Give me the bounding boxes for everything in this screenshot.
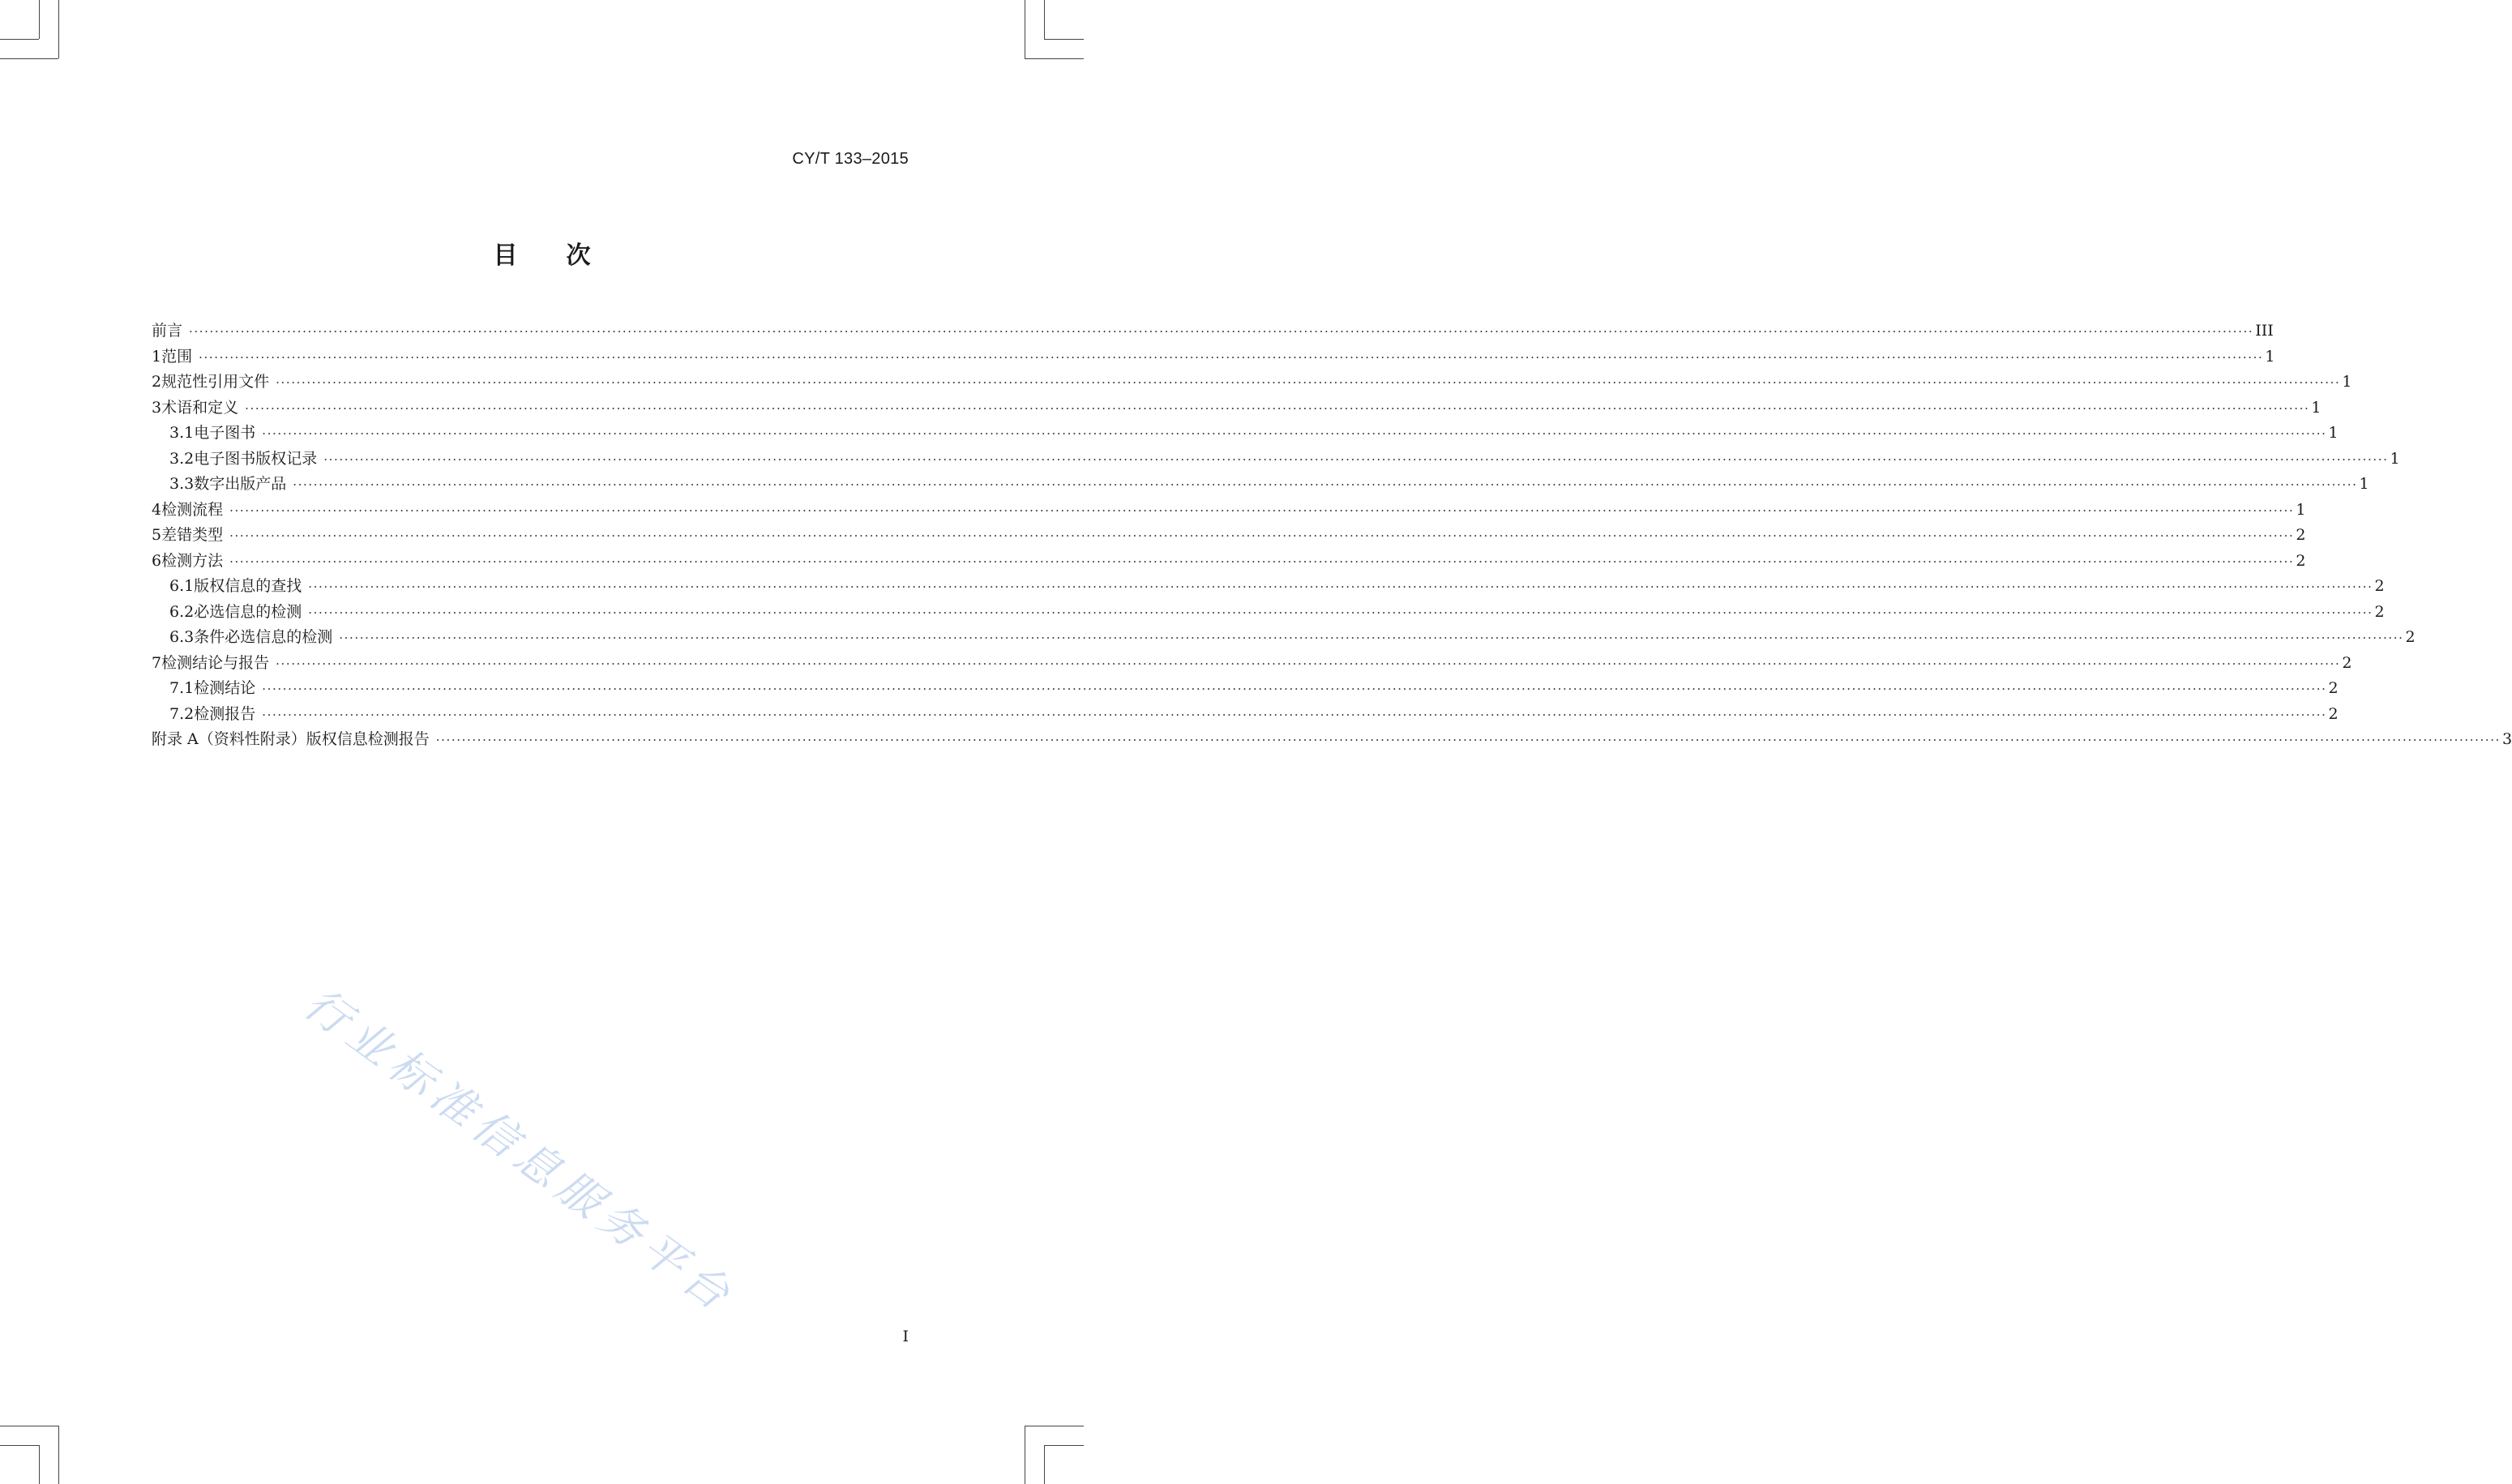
toc-entry-label: 差错类型 xyxy=(161,526,224,544)
toc-entry-page: 1 xyxy=(2328,424,2339,442)
toc-entry[interactable] xyxy=(152,574,2385,600)
toc-entry-page: 2 xyxy=(2328,704,2339,723)
toc-entry-number: 6.3 xyxy=(169,628,195,646)
crop-mark-bottom-left-h2 xyxy=(0,1445,39,1446)
toc-list xyxy=(152,319,2512,753)
toc-entry-page: 2 xyxy=(2328,679,2339,697)
toc-entry[interactable] xyxy=(152,472,2369,498)
toc-entry[interactable] xyxy=(152,523,2306,549)
toc-leader-dots: ················································································································································································································································································································································································································ xyxy=(262,707,2327,722)
toc-title-char-1: 目 xyxy=(493,242,518,270)
toc-entry-number: 6.2 xyxy=(169,602,195,621)
toc-entry-page: 2 xyxy=(2374,577,2385,595)
toc-entry-number: 2 xyxy=(152,373,162,391)
toc-entry-label: 规范性引用文件 xyxy=(161,373,270,391)
toc-entry[interactable] xyxy=(152,600,2385,626)
crop-mark-top-left-v xyxy=(58,0,59,58)
toc-entry-label: 检测流程 xyxy=(161,500,224,519)
toc-entry-page: 1 xyxy=(2390,449,2400,468)
toc-leader-dots: ················································································································································································································································································································································································································ xyxy=(229,503,2295,518)
toc-entry-number: 1 xyxy=(152,347,162,366)
toc-entry-label: 数字出版产品 xyxy=(194,475,287,493)
toc-entry-number: 7 xyxy=(152,653,162,672)
toc-entry-page: 2 xyxy=(2296,551,2306,570)
toc-leader-dots: ················································································································································································································································································································································································································ xyxy=(229,554,2295,569)
toc-entry-number: 7.2 xyxy=(169,704,195,723)
toc-leader-dots: ················································································································································································································································································································································································································ xyxy=(199,349,2264,365)
crop-mark-bottom-right-h2 xyxy=(1044,1445,1084,1446)
crop-mark-bottom-left-v2 xyxy=(39,1445,40,1484)
toc-entry[interactable] xyxy=(152,344,2275,370)
watermark: 行业标准信息服务平台 xyxy=(295,977,745,1324)
crop-mark-bottom-left-v xyxy=(58,1426,59,1484)
toc-leader-dots: ················································································································································································································································································································································································································ xyxy=(339,631,2404,645)
page-number: I xyxy=(902,1328,909,1345)
toc-entry-number: 5 xyxy=(152,526,162,544)
toc-entry-label: 必选信息的检测 xyxy=(194,602,302,621)
toc-leader-dots: ················································································································································································································································································································································································································ xyxy=(229,528,2295,543)
toc-title xyxy=(0,235,1084,271)
crop-mark-top-right-h2 xyxy=(1044,39,1084,40)
toc-leader-dots: ················································································································································································································································································································································································································ xyxy=(323,451,2389,467)
toc-entry-number: 3.2 xyxy=(169,449,195,468)
toc-entry-label: 检测结论与报告 xyxy=(161,653,270,672)
toc-leader-dots: ················································································································································································································································································································································································································ xyxy=(276,656,2341,671)
toc-entry-label: 范围 xyxy=(161,347,193,366)
toc-entry[interactable] xyxy=(152,447,2400,473)
toc-entry-page: III xyxy=(2255,322,2274,340)
toc-entry-label: 术语和定义 xyxy=(161,398,239,417)
toc-entry-label: 检测结论 xyxy=(194,679,256,697)
toc-entry[interactable] xyxy=(152,549,2306,575)
toc-entry-label: 附录 A（资料性附录）版权信息检测报告 xyxy=(152,730,430,748)
toc-entry-number: 3.3 xyxy=(169,475,195,493)
standard-code: CY/T 133–2015 xyxy=(792,150,909,168)
toc-leader-dots: ················································································································································································································································································································································································································ xyxy=(308,605,2373,620)
toc-entry-page: 1 xyxy=(2359,475,2369,493)
toc-entry-page: 1 xyxy=(2342,373,2352,391)
toc-entry-label: 检测方法 xyxy=(161,551,224,570)
toc-entry-number: 7.1 xyxy=(169,679,195,697)
toc-entry-page: 1 xyxy=(2296,500,2306,519)
toc-leader-dots: ················································································································································································································································································································································································································ xyxy=(276,375,2341,390)
toc-entry[interactable] xyxy=(152,370,2352,396)
toc-entry-page: 1 xyxy=(2311,398,2322,417)
toc-entry-page: 2 xyxy=(2374,602,2385,621)
toc-entry-number: 3 xyxy=(152,398,162,417)
toc-entry-label: 电子图书 xyxy=(194,424,256,442)
toc-entry[interactable] xyxy=(152,727,2512,753)
toc-entry-label: 版权信息的查找 xyxy=(194,577,302,595)
toc-entry-label: 前言 xyxy=(152,322,183,340)
toc-leader-dots: ················································································································································································································································································································································································································ xyxy=(262,682,2327,696)
toc-leader-dots: ················································································································································································································································································································································································································ xyxy=(308,579,2373,594)
toc-entry-number: 6 xyxy=(152,551,162,570)
crop-mark-bottom-right-v2 xyxy=(1044,1445,1045,1484)
toc-leader-dots: ················································································································································································································································································································································································································ xyxy=(293,477,2358,492)
toc-entry[interactable] xyxy=(152,651,2352,677)
toc-entry[interactable] xyxy=(152,498,2306,524)
toc-entry-page: 2 xyxy=(2405,628,2416,646)
toc-entry[interactable] xyxy=(152,396,2322,421)
crop-mark-top-left-h2 xyxy=(0,39,39,40)
toc-leader-dots: ················································································································································································································································································································································································································ xyxy=(262,426,2327,441)
toc-leader-dots: ················································································································································································································································································································································································································ xyxy=(245,400,2310,416)
toc-entry[interactable] xyxy=(152,421,2339,447)
toc-entry-label: 检测报告 xyxy=(194,704,256,723)
toc-leader-dots: ················································································································································································································································································································································································································ xyxy=(189,324,2254,339)
toc-entry[interactable] xyxy=(152,676,2339,702)
toc-entry[interactable] xyxy=(152,625,2416,651)
toc-leader-dots: ················································································································································································································································································································································································································ xyxy=(435,733,2501,747)
crop-mark-top-right-h xyxy=(1025,58,1084,59)
toc-entry[interactable] xyxy=(152,702,2339,728)
crop-mark-top-right-v2 xyxy=(1044,0,1045,39)
toc-entry-number: 6.1 xyxy=(169,577,195,595)
toc-entry-page: 3 xyxy=(2502,730,2512,748)
toc-entry-page: 2 xyxy=(2342,653,2352,672)
toc-title-char-2: 次 xyxy=(566,242,591,270)
toc-entry-number: 3.1 xyxy=(169,424,195,442)
toc-entry-page: 1 xyxy=(2265,347,2275,366)
toc-entry-label: 电子图书版权记录 xyxy=(194,449,318,468)
toc-entry-number: 4 xyxy=(152,500,162,519)
toc-entry-page: 2 xyxy=(2296,526,2306,544)
crop-mark-top-left-h xyxy=(0,58,58,59)
toc-entry-label: 条件必选信息的检测 xyxy=(194,628,333,646)
crop-mark-top-left-v2 xyxy=(39,0,40,39)
toc-entry[interactable] xyxy=(152,319,2274,344)
